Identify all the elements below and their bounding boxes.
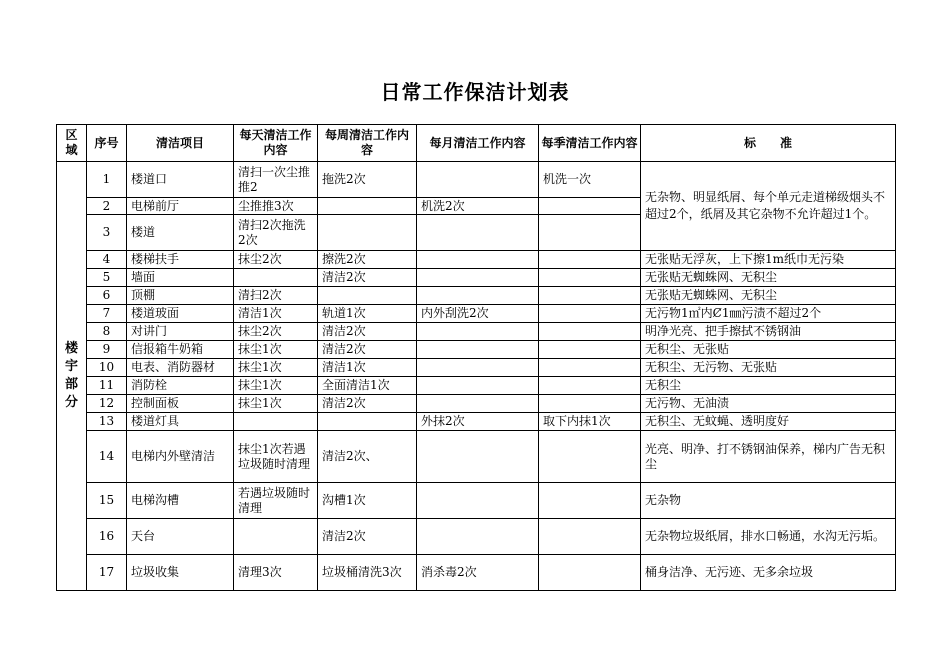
row-weekly: 擦洗2次 [318, 251, 417, 269]
row-quarterly [539, 305, 641, 323]
row-weekly: 清洁2次 [318, 269, 417, 287]
row-monthly [417, 395, 539, 413]
row-daily: 抹尘1次 [234, 359, 318, 377]
header-weekly: 每周清洁工作内容 [318, 125, 417, 162]
row-quarterly [539, 483, 641, 519]
row-item: 电表、消防器材 [127, 359, 234, 377]
row-daily: 若遇垃圾随时清理 [234, 483, 318, 519]
table-row [57, 269, 896, 287]
row-daily: 抹尘2次 [234, 323, 318, 341]
row-no: 9 [87, 341, 127, 359]
row-item: 对讲门 [127, 323, 234, 341]
row-standard: 光亮、明净、打不锈钢油保养，梯内广告无积尘 [641, 431, 896, 483]
table-row [57, 413, 896, 431]
table-row [57, 323, 896, 341]
row-quarterly [539, 341, 641, 359]
row-no: 13 [87, 413, 127, 431]
row-no: 3 [87, 215, 127, 251]
row-standard: 无积尘、无污物、无张贴 [641, 359, 896, 377]
row-item: 楼道玻面 [127, 305, 234, 323]
row-no: 17 [87, 555, 127, 591]
row-standard: 无积尘、无张贴 [641, 341, 896, 359]
row-quarterly [539, 519, 641, 555]
row-monthly [417, 215, 539, 251]
row-item: 电梯内外壁清洁 [127, 431, 234, 483]
row-no: 15 [87, 483, 127, 519]
row-item: 楼道 [127, 215, 234, 251]
row-monthly: 内外刮洗2次 [417, 305, 539, 323]
row-weekly [318, 215, 417, 251]
row-daily: 清扫2次拖洗2次 [234, 215, 318, 251]
row-monthly [417, 359, 539, 377]
row-no: 12 [87, 395, 127, 413]
row-monthly [417, 269, 539, 287]
row-no: 5 [87, 269, 127, 287]
row-weekly: 清洁2次 [318, 395, 417, 413]
table-row [57, 251, 896, 269]
row-weekly: 垃圾桶清洗3次 [318, 555, 417, 591]
row-monthly [417, 377, 539, 395]
row-quarterly: 取下内抹1次 [539, 413, 641, 431]
row-standard: 无污物1㎡内Ȼ1㎜污渍不超过2个 [641, 305, 896, 323]
row-standard: 无张贴无蜘蛛网、无积尘 [641, 287, 896, 305]
row-daily: 抹尘1次 [234, 341, 318, 359]
row-monthly [417, 341, 539, 359]
table-row [57, 341, 896, 359]
row-item: 顶棚 [127, 287, 234, 305]
row-no: 7 [87, 305, 127, 323]
row-monthly [417, 483, 539, 519]
row-daily: 清扫2次 [234, 287, 318, 305]
row-standard: 无张贴无浮灰，上下擦1m纸巾无污染 [641, 251, 896, 269]
header-monthly: 每月清洁工作内容 [417, 125, 539, 162]
row-quarterly [539, 198, 641, 215]
row-monthly [417, 431, 539, 483]
row-quarterly [539, 323, 641, 341]
cleaning-plan-table [56, 124, 896, 591]
row-daily: 抹尘1次 [234, 395, 318, 413]
row-monthly [417, 287, 539, 305]
table-row [57, 431, 896, 483]
row-no: 11 [87, 377, 127, 395]
row-quarterly: 机洗一次 [539, 162, 641, 198]
row-no: 2 [87, 198, 127, 215]
row-quarterly [539, 269, 641, 287]
table-row [57, 305, 896, 323]
row-no: 16 [87, 519, 127, 555]
row-monthly [417, 323, 539, 341]
row-quarterly [539, 395, 641, 413]
row-monthly: 机洗2次 [417, 198, 539, 215]
row-item: 垃圾收集 [127, 555, 234, 591]
header-item: 清洁项目 [127, 125, 234, 162]
row-standard: 桶身洁净、无污迹、无多余垃圾 [641, 555, 896, 591]
row-item: 电梯前厅 [127, 198, 234, 215]
row-standard: 无张贴无蜘蛛网、无积尘 [641, 269, 896, 287]
table-row [57, 377, 896, 395]
row-item: 墙面 [127, 269, 234, 287]
row-no: 1 [87, 162, 127, 198]
table-row [57, 519, 896, 555]
row-weekly: 拖洗2次 [318, 162, 417, 198]
page-title: 日常工作保洁计划表 [380, 80, 570, 104]
row-daily: 尘推推3次 [234, 198, 318, 215]
row-monthly: 外抹2次 [417, 413, 539, 431]
row-monthly: 消杀毒2次 [417, 555, 539, 591]
header-row [57, 125, 896, 162]
row-standard: 明净光亮、把手擦拭不锈钢油 [641, 323, 896, 341]
row-item: 楼梯扶手 [127, 251, 234, 269]
row-daily [234, 269, 318, 287]
row-standard: 无杂物、明显纸屑、每个单元走道梯级烟头不超过2个，纸屑及其它杂物不允许超过1个。 [641, 162, 896, 251]
row-monthly [417, 162, 539, 198]
row-weekly: 轨道1次 [318, 305, 417, 323]
row-weekly: 清洁2次、 [318, 431, 417, 483]
row-daily [234, 519, 318, 555]
row-weekly: 全面清洁1次 [318, 377, 417, 395]
table-row [57, 287, 896, 305]
row-weekly: 清洁1次 [318, 359, 417, 377]
row-item: 控制面板 [127, 395, 234, 413]
row-item: 楼道灯具 [127, 413, 234, 431]
row-weekly: 沟槽1次 [318, 483, 417, 519]
row-weekly: 清洁2次 [318, 323, 417, 341]
table-row [57, 555, 896, 591]
row-weekly: 清洁2次 [318, 341, 417, 359]
table-row [57, 483, 896, 519]
row-quarterly [539, 215, 641, 251]
row-daily: 抹尘2次 [234, 251, 318, 269]
row-item: 信报箱牛奶箱 [127, 341, 234, 359]
row-item: 消防栓 [127, 377, 234, 395]
header-no: 序号 [87, 125, 127, 162]
row-no: 8 [87, 323, 127, 341]
row-standard: 无积尘、无蚊蝇、透明度好 [641, 413, 896, 431]
header-daily: 每天清洁工作内容 [234, 125, 318, 162]
row-daily: 清洁1次 [234, 305, 318, 323]
row-no: 4 [87, 251, 127, 269]
row-weekly [318, 198, 417, 215]
table-row [57, 395, 896, 413]
row-no: 10 [87, 359, 127, 377]
row-weekly [318, 287, 417, 305]
row-quarterly [539, 555, 641, 591]
row-daily: 清理3次 [234, 555, 318, 591]
row-daily: 清扫一次尘推推2 [234, 162, 318, 198]
row-no: 14 [87, 431, 127, 483]
row-weekly [318, 413, 417, 431]
row-item: 天台 [127, 519, 234, 555]
row-weekly: 清洁2次 [318, 519, 417, 555]
row-standard: 无积尘 [641, 377, 896, 395]
row-no: 6 [87, 287, 127, 305]
row-quarterly [539, 359, 641, 377]
table-row [57, 162, 896, 198]
row-monthly [417, 251, 539, 269]
row-quarterly [539, 287, 641, 305]
row-standard: 无污物、无油渍 [641, 395, 896, 413]
row-monthly [417, 519, 539, 555]
header-quarterly: 每季清洁工作内容 [539, 125, 641, 162]
row-standard: 无杂物垃圾纸屑，排水口畅通，水沟无污垢。 [641, 519, 896, 555]
row-daily: 抹尘1次 [234, 377, 318, 395]
row-item: 电梯沟槽 [127, 483, 234, 519]
row-daily: 抹尘1次若遇垃圾随时清理 [234, 431, 318, 483]
row-item: 楼道口 [127, 162, 234, 198]
row-quarterly [539, 251, 641, 269]
header-region: 区 域 [57, 125, 87, 162]
row-daily [234, 413, 318, 431]
region-cell: 楼 宇 部 分 [57, 162, 87, 591]
row-standard: 无杂物 [641, 483, 896, 519]
header-standard: 标 准 [641, 125, 896, 162]
table-row [57, 359, 896, 377]
row-quarterly [539, 377, 641, 395]
row-quarterly [539, 431, 641, 483]
